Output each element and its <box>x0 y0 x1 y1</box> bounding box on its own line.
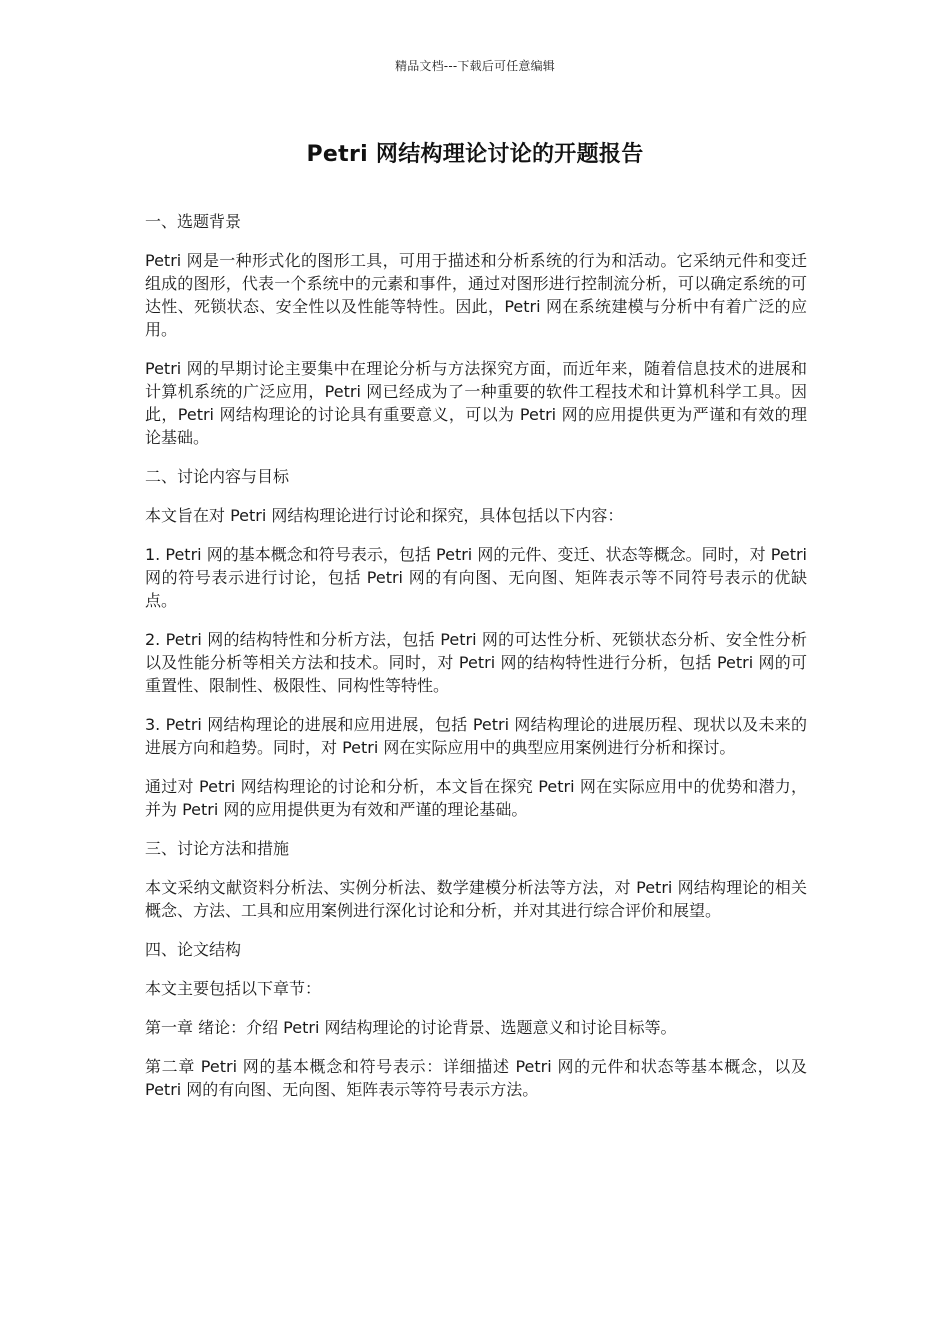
chapter-2: 第二章 Petri 网的基本概念和符号表示：详细描述 Petri 网的元件和状态等基本概念，以及 Petri 网的有向图、无向图、矩阵表示等符号表示方法。 <box>145 1057 807 1099</box>
section-heading-background: 一、选题背景 <box>145 212 242 231</box>
paragraph-content-intro: 本文旨在对 Petri 网结构理论进行讨论和探究，具体包括以下内容： <box>145 506 624 525</box>
paragraph-structure-intro: 本文主要包括以下章节： <box>145 979 322 998</box>
chapter-1: 第一章 绪论：介绍 Petri 网结构理论的讨论背景、选题意义和讨论目标等。 <box>145 1018 677 1037</box>
header-note: 精品文档---下载后可任意编辑 <box>395 59 555 73</box>
document-title: Petri 网结构理论讨论的开题报告 <box>306 142 644 167</box>
document-body <box>145 210 807 1117</box>
paragraph-content-summary: 通过对 Petri 网结构理论的讨论和分析，本文旨在探究 Petri 网在实际应用中的优势和潜力，并为 Petri 网的应用提供更为有效和严谨的理论基础。 <box>145 777 807 819</box>
section-heading-methods: 三、讨论方法和措施 <box>145 839 290 858</box>
paragraph-methods: 本文采纳文献资料分析法、实例分析法、数学建模分析法等方法，对 Petri 网结构理论的相关概念、方法、工具和应用案例进行深化讨论和分析，并对其进行综合评价和展望。 <box>145 878 807 920</box>
list-item-2: 2. Petri 网的结构特性和分析方法，包括 Petri 网的可达性分析、死锁状态分析、安全性分析以及性能分析等相关方法和技术。同时，对 Petri 网的结构特性进行分析，包括 Petri 网的可重置性、限制性、极限性、同构性等特性。 <box>145 630 807 695</box>
list-item-3: 3. Petri 网结构理论的进展和应用进展，包括 Petri 网结构理论的进展历程、现状以及未来的进展方向和趋势。同时，对 Petri 网在实际应用中的典型应用案例进行分析和探讨。 <box>145 715 807 757</box>
section-heading-content-goals: 二、讨论内容与目标 <box>145 467 290 486</box>
paragraph-background-1: Petri 网是一种形式化的图形工具，可用于描述和分析系统的行为和活动。它采纳元件和变迁组成的图形，代表一个系统中的元素和事件，通过对图形进行控制流分析，可以确定系统的可达性、死锁状态、安全性以及性能等特性。因此，Petri 网在系统建模与分析中有着广泛的应用。 <box>145 251 807 339</box>
section-heading-structure: 四、论文结构 <box>145 940 242 959</box>
paragraph-background-2: Petri 网的早期讨论主要集中在理论分析与方法探究方面，而近年来，随着信息技术的进展和计算机系统的广泛应用，Petri 网已经成为了一种重要的软件工程技术和计算机科学工具。因此，Petri 网结构理论的讨论具有重要意义，可以为 Petri 网的应用提供更为严谨和有效的理论基础。 <box>145 359 807 447</box>
list-item-1: 1. Petri 网的基本概念和符号表示，包括 Petri 网的元件、变迁、状态等概念。同时，对 Petri 网的符号表示进行讨论，包括 Petri 网的有向图、无向图、矩阵表示等不同符号表示的优缺点。 <box>145 545 807 610</box>
